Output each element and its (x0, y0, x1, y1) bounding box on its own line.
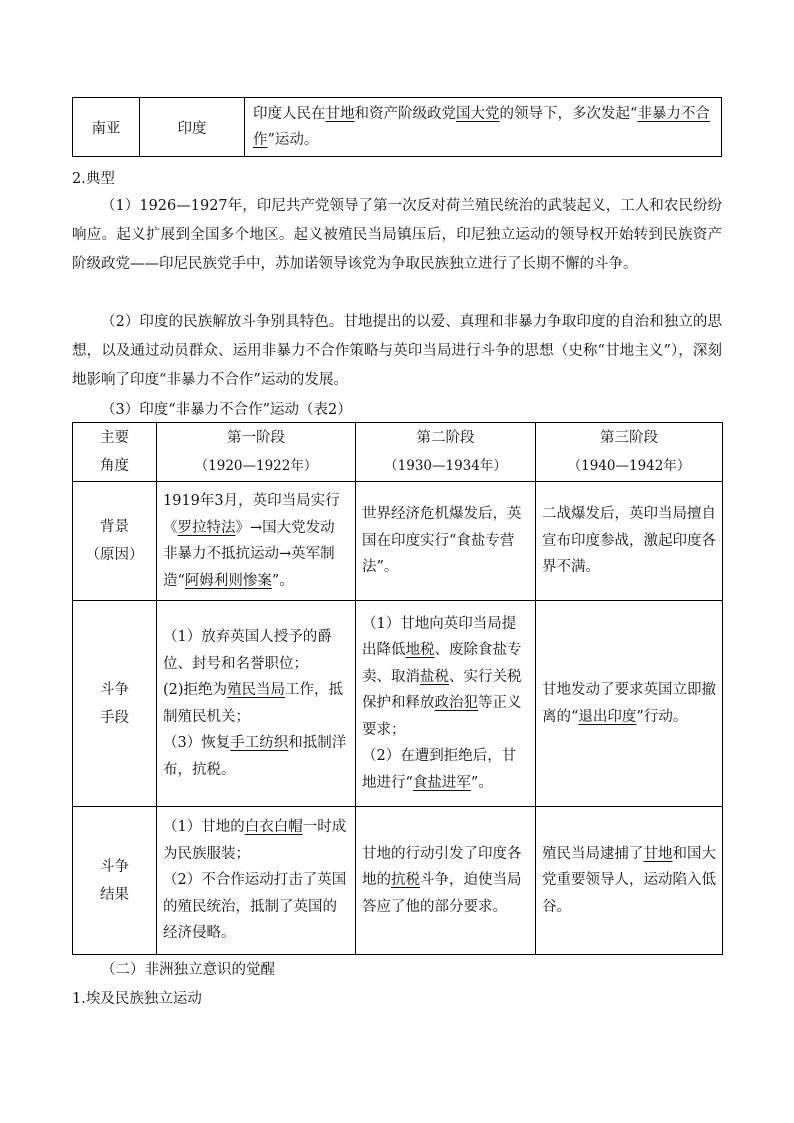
non-cooperation-table (72, 422, 723, 955)
key-term: 盐税 (420, 668, 449, 685)
key-term: 国大党 (456, 106, 500, 122)
table2-caption: （3）印度“非暴力不合作”运动（表2） (101, 402, 352, 418)
text-segment: 甘地发动了要求英国立即撤离的“ (542, 682, 716, 725)
row-label-background (73, 482, 157, 601)
text-segment: 和抵制洋布，抗税。 (163, 735, 347, 778)
key-term: 退出印度 (578, 708, 637, 725)
paragraph-indonesia: （1）1926—1927年，印尼共产党领导了第一次反对荷兰殖民统治的武装起义，工人和农民纷纷响应。起义扩展到全国多个地区。起义被殖民当局镇压后，印尼独立运动的领导权开始转到民族资产阶级政党——印尼民族党手中，苏加诺领导该党为争取民族独立进行了长期不懈的斗争。 (72, 198, 722, 272)
text-segment: （2）不合作运动打击了英国的殖民统治，抵制了英国的经济侵略。 (163, 872, 347, 942)
text-segment: （2）在遭到拒绝后，甘地进行“ (362, 748, 517, 791)
text-segment: ”。 (470, 774, 493, 791)
row-label-line2: （原因） (85, 547, 144, 563)
stage3-years: （1940—1942年） (567, 458, 691, 474)
text-segment: ”行动。 (636, 708, 688, 725)
row-label-line1: 背景 (100, 519, 129, 535)
text-segment: 、实行关税保护和释放 (362, 668, 522, 712)
table-header-row (73, 423, 723, 482)
cell-results-stage3 (536, 807, 723, 955)
country-cell: 印度 (140, 98, 245, 157)
row-label-line2: 结果 (100, 886, 129, 903)
text-segment: 世界经济危机爆发后，英国在印度实行“食盐专营法”。 (362, 506, 522, 576)
key-term: 白衣白帽 (244, 819, 303, 836)
header-corner-line2: 角度 (100, 458, 129, 474)
text-segment: ”运动。 (267, 132, 319, 148)
text-segment: 二战爆发后，英印当局擅自宣布印度参战，激起印度各界不满。 (542, 506, 716, 576)
text-segment: 和资产阶级政党 (354, 106, 456, 122)
header-corner (73, 423, 157, 482)
key-term: 政治犯 (434, 695, 478, 712)
table-row-results (73, 807, 723, 955)
key-term: 罗拉特法 (177, 519, 236, 536)
description-cell (245, 98, 722, 157)
row-label-line1: 斗争 (100, 858, 129, 875)
key-term: 甘地 (325, 106, 355, 122)
cell-results-stage1 (157, 807, 356, 955)
stage1-years: （1920—1922年） (194, 458, 318, 474)
key-term: 抗税 (391, 872, 420, 889)
cell-background-stage2 (356, 482, 536, 601)
header-corner-line1: 主要 (100, 430, 129, 446)
row-label-line2: 手段 (100, 709, 129, 726)
cell-background-stage3 (536, 482, 723, 601)
text-segment: 和国大党重要领导人，运动陷入低谷。 (542, 845, 716, 915)
text-segment: 工作，抵制殖民机关； (163, 682, 344, 725)
row-label-methods (73, 601, 157, 807)
text-segment: 斗争，迫使当局答应了他的部分要求。 (362, 872, 522, 915)
section-title-egypt: 1.埃及民族独立运动 (72, 991, 202, 1007)
text-segment: （1）甘地的 (163, 819, 245, 836)
text-segment: （1）甘地向英印当局提出降低 (362, 615, 517, 659)
text-segment: 甘地的行动引发了印度各地的 (362, 845, 522, 889)
section-title-africa: （二）非洲独立意识的觉醒 (101, 962, 275, 978)
text-segment: （1）放弃英国人授予的爵位、封号和名誉职位； (163, 629, 332, 672)
text-segment: 的领导下，多次发起“ (499, 106, 638, 122)
text-segment: ”。 (271, 572, 294, 589)
key-term: 殖民当局 (227, 682, 286, 698)
stage3-label: 第三阶段 (600, 430, 658, 446)
header-stage3 (536, 423, 723, 482)
row-label-results (73, 807, 157, 955)
key-term: 地税 (405, 642, 435, 659)
section-title-typical: 2.典型 (72, 171, 115, 187)
header-stage1 (157, 423, 356, 482)
text-segment: 印度人民在 (253, 106, 326, 122)
text-segment: 殖民当局逮捕了 (542, 845, 644, 862)
key-term: 阿姆利则惨案 (184, 572, 272, 589)
text-segment: 等正义要求； (362, 695, 522, 738)
key-term: 手工纺织 (230, 735, 289, 751)
table-row-background (73, 482, 723, 601)
key-term: 甘地 (643, 845, 673, 862)
stage2-years: （1930—1934年） (384, 458, 507, 474)
cell-results-stage2 (356, 807, 536, 955)
cell-methods-stage1 (157, 601, 356, 807)
text-segment: (2)拒绝为 (163, 682, 228, 698)
region-cell: 南亚 (73, 98, 140, 157)
text-segment: 、废除食盐专卖、取消 (362, 642, 522, 685)
text-segment: （3）恢复 (163, 735, 231, 751)
table-row (73, 98, 722, 157)
key-term: 非暴力不合作 (253, 106, 710, 148)
cell-methods-stage3 (536, 601, 723, 807)
cell-background-stage1 (157, 482, 356, 601)
stage2-label: 第二阶段 (416, 430, 475, 446)
header-stage2 (356, 423, 536, 482)
south-asia-table (72, 97, 722, 157)
table-row-methods (73, 601, 723, 807)
text-segment: 》→国大党发动非暴力不抵抗运动→英军制造“ (163, 519, 335, 589)
text-segment: 1919年3月，英印当局实行《 (163, 493, 340, 536)
key-term: 食盐进军 (412, 774, 471, 791)
stage1-label: 第一阶段 (227, 430, 285, 446)
text-segment: 一时成为民族服装； (163, 819, 347, 862)
row-label-line1: 斗争 (100, 681, 129, 698)
cell-methods-stage2 (356, 601, 536, 807)
paragraph-india: （2）印度的民族解放斗争别具特色。甘地提出的以爱、真理和非暴力争取印度的自治和独立的思想，以及通过动员群众、运用非暴力不合作策略与英印当局进行斗争的思想（史称“甘地主义”），深刻地影响了印度“非暴力不合作”运动的发展。 (72, 314, 722, 388)
